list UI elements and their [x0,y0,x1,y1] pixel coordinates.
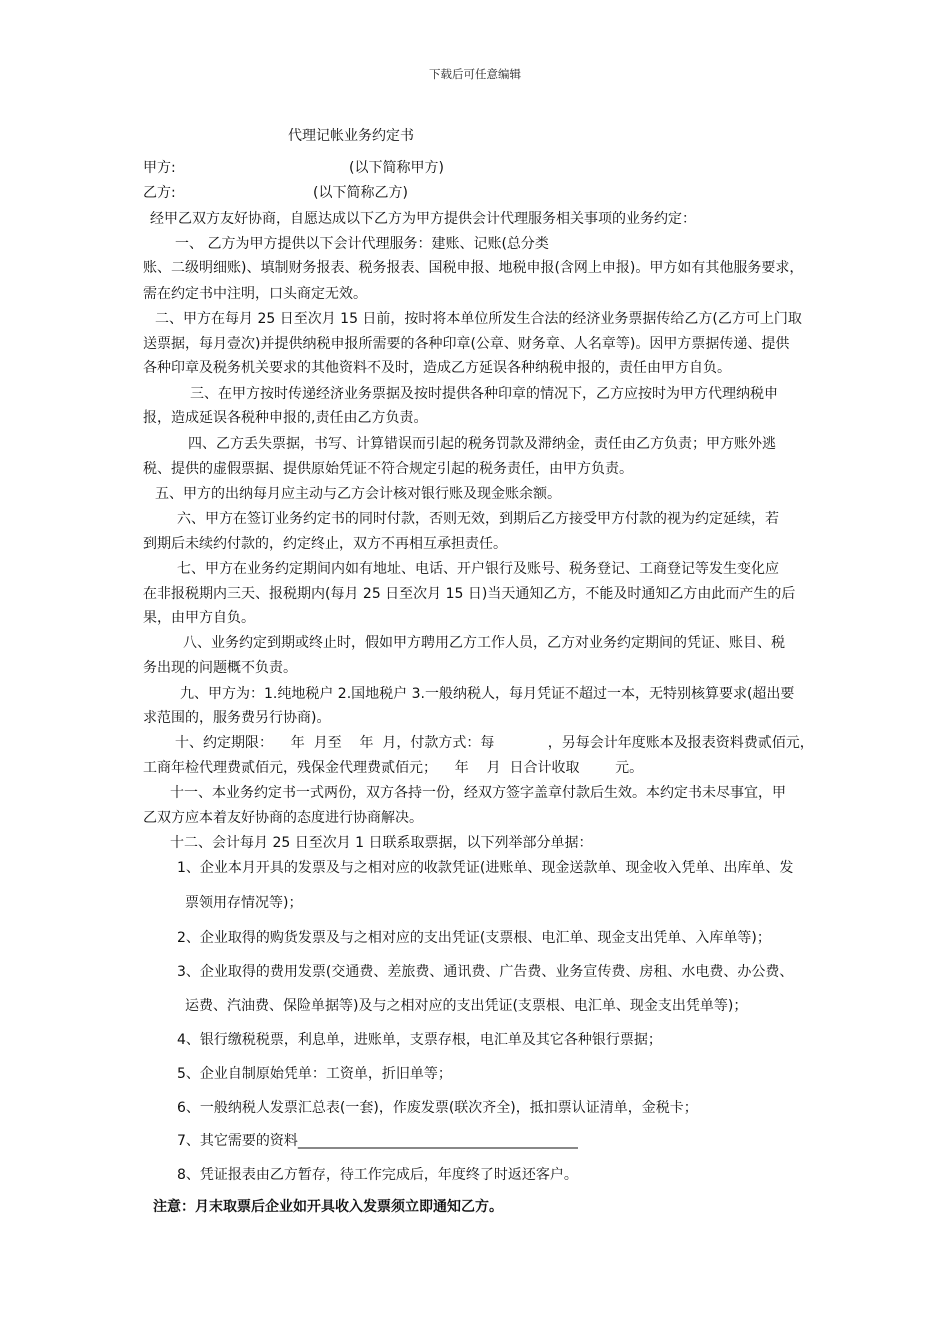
item-3-line-1: 3、企业取得的费用发票(交通费、差旅费、通讯费、广告费、业务宣传费、房租、水电费、办公费、 [177,964,794,980]
item-1-line-2: 票领用存情况等)； [185,895,303,911]
intro-paragraph: 经甲乙双方友好协商，自愿达成以下乙方为甲方提供会计代理服务相关事项的业务约定： [150,211,696,227]
item-5-line-1: 5、企业自制原始凭单：工资单，折旧单等； [177,1066,452,1082]
clause-6-line-1: 六、甲方在签订业务约定书的同时付款，否则无效，到期后乙方接受甲方付款的视为约定延续，若 [177,511,779,527]
item-6-line-1: 6、一般纳税人发票汇总表(一套)，作废发票(联次齐全)，抵扣票认证清单，金税卡； [177,1100,698,1116]
clause-11-line-2: 乙双方应本着友好协商的态度进行协商解决。 [143,810,423,826]
clause-8-line-1: 八、业务约定到期或终止时，假如甲方聘用乙方工作人员，乙方对业务约定期间的凭证、账目、税 [183,635,785,651]
page-header: 下载后可任意编辑 [429,67,521,81]
clause-4-line-1: 四、乙方丢失票据，书写、计算错误而引起的税务罚款及滞纳金，责任由乙方负责；甲方账外逃 [188,436,776,452]
item-7-line-1: 7、其它需要的资料________________________________________ [177,1133,578,1149]
party-a-note: (以下简称甲方) [349,160,444,176]
item-1-line-1: 1、企业本月开具的发票及与之相对应的收款凭证(进账单、现金送款单、现金收入凭单、出库单、发 [177,860,794,876]
clause-8-line-2: 务出现的问题概不负责。 [143,660,297,676]
clause-3-line-1: 三、在甲方按时传递经济业务票据及按时提供各种印章的情况下，乙方应按时为甲方代理纳税申 [190,386,778,402]
clause-9-line-2: 求范围的，服务费另行协商)。 [143,710,331,726]
document-title: 代理记帐业务约定书 [288,128,414,144]
item-3-line-2: 运费、汽油费、保险单据等)及与之相对应的支出凭证(支票根、电汇单、现金支出凭单等)； [185,998,748,1014]
clause-7-line-2: 在非报税期内三天、报税期内(每月 25 日至次月 15 日)当天通知乙方，不能及时通知乙方由此而产生的后 [143,586,796,602]
clause-2-line-3: 各种印章及税务机关要求的其他资料不及时，造成乙方延误各种纳税申报的，责任由甲方自负。 [143,360,731,376]
item-8-line-1: 8、凭证报表由乙方暂存，待工作完成后，年度终了时返还客户。 [177,1167,578,1183]
clause-10-line-1: 十、约定期限： 年 月至 年 月，付款方式：每 ，另每会计年度账本及报表资料费贰佰元， [175,735,814,751]
party-b-label: 乙方: [143,185,176,201]
clause-3-line-2: 报，造成延误各税种申报的,责任由乙方负责。 [143,410,428,426]
item-2-line-1: 2、企业取得的购货发票及与之相对应的支出凭证(支票根、电汇单、现金支出凭单、入库单等)； [177,930,771,946]
clause-1-line-1: 一、 乙方为甲方提供以下会计代理服务：建账、记账(总分类 [175,236,549,252]
party-a-label: 甲方: [143,160,176,176]
clause-5-line-1: 五、甲方的出纳每月应主动与乙方会计核对银行账及现金账余额。 [155,486,561,502]
clause-11-line-1: 十一、本业务约定书一式两份，双方各持一份，经双方签字盖章付款后生效。本约定书未尽事宜，甲 [170,785,786,801]
clause-7-line-1: 七、甲方在业务约定期间内如有地址、电话、开户银行及账号、税务登记、工商登记等发生变化应 [177,561,779,577]
clause-1-line-2: 账、二级明细账)、填制财务报表、税务报表、国税申报、地税申报(含网上申报)。甲方如有其他服务要求， [143,260,804,276]
closing-note: 注意：月末取票后企业如开具收入发票须立即通知乙方。 [153,1199,503,1215]
clause-9-line-1: 九、甲方为：1.纯地税户 2.国地税户 3.一般纳税人，每月凭证不超过一本，无特别核算要求(超出要 [180,686,795,702]
clause-6-line-2: 到期后未续约付款的，约定终止，双方不再相互承担责任。 [143,536,507,552]
clause-7-line-3: 果，由甲方自负。 [143,610,255,626]
clause-2-line-1: 二、甲方在每月 25 日至次月 15 日前，按时将本单位所发生合法的经济业务票据传给乙方(乙方可上门取 [155,311,802,327]
clause-2-line-2: 送票据，每月壹次)并提供纳税申报所需要的各种印章(公章、财务章、人名章等)。因甲方票据传递、提供 [143,336,790,352]
clause-10-line-2: 工商年检代理费贰佰元，残保金代理费贰佰元； 年 月 日合计收取 元。 [143,760,644,776]
party-b-note: (以下简称乙方) [313,185,408,201]
clause-1-line-3: 需在约定书中注明，口头商定无效。 [143,286,367,302]
item-4-line-1: 4、银行缴税税票，利息单，进账单，支票存根，电汇单及其它各种银行票据； [177,1032,662,1048]
clause-12-line-1: 十二、会计每月 25 日至次月 1 日联系取票据，以下列举部分单据： [170,835,593,851]
clause-4-line-2: 税、提供的虚假票据、提供原始凭证不符合规定引起的税务责任，由甲方负责。 [143,461,633,477]
